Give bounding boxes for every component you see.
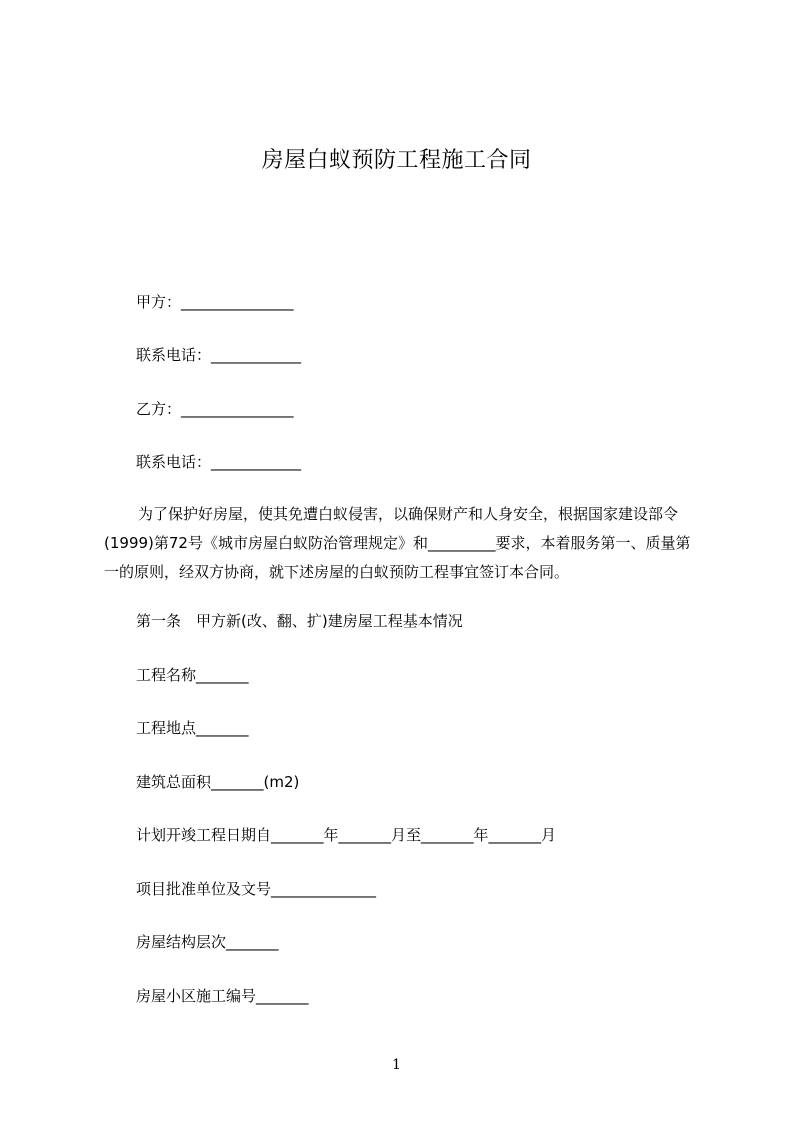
field-construction-number: 房屋小区施工编号_______: [136, 987, 309, 1005]
party-b-line: 乙方：_______________: [136, 400, 294, 418]
intro-paragraph: [104, 500, 704, 587]
field-approval-unit: 项目批准单位及文号______________: [136, 880, 377, 898]
field-total-area: 建筑总面积_______(m2): [136, 773, 300, 791]
party-a-phone-line: 联系电话：____________: [136, 346, 302, 364]
field-schedule-dates: 计划开竣工程日期自_______年_______月至_______年_______月: [136, 826, 557, 844]
field-project-location: 工程地点_______: [136, 719, 249, 737]
party-a-line: 甲方：_______________: [136, 293, 294, 311]
article-1-heading: 第一条 甲方新(改、翻、扩)建房屋工程基本情况: [136, 612, 463, 630]
page-number: 1: [392, 1057, 401, 1073]
party-b-phone-line: 联系电话：____________: [136, 453, 302, 471]
document-title: 房屋白蚁预防工程施工合同: [261, 148, 532, 173]
intro-paragraph-text: 为了保护好房屋，使其免遭白蚁侵害，以确保财产和人身安全，根据国家建设部令(1999)第72号《城市房屋白蚁防治管理规定》和_________要求，本着服务第一、质量第一的原则，经双方协商，就下述房屋的白蚁预防工程事宜签订本合同。: [104, 505, 691, 581]
field-structure-floors: 房屋结构层次_______: [136, 933, 279, 951]
field-project-name: 工程名称_______: [136, 666, 249, 684]
